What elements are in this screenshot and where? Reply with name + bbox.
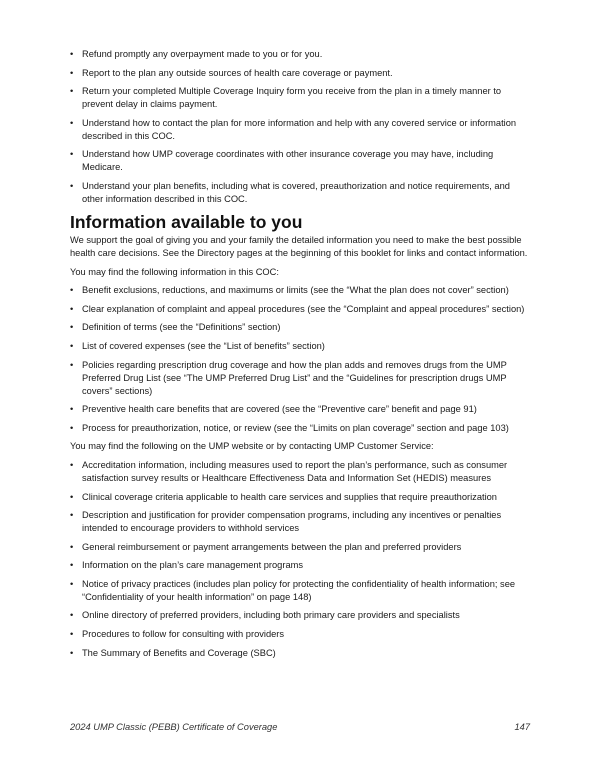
list-item: • Understand how UMP coverage coordinates with other insurance coverage you may have, including Medicare.: [70, 148, 532, 174]
list-item: • Preventive health care benefits that are covered (see the “Preventive care” benefit and page 91): [70, 403, 532, 416]
list-item: • Description and justification for provider compensation programs, including any incentives or penalties intended to encourage providers to withhold services: [70, 509, 532, 535]
coc-info-list: [70, 284, 532, 435]
section-heading: Information available to you: [70, 211, 303, 232]
coc-lead-paragraph: You may find the following information in this COC:: [70, 266, 279, 277]
website-info-list: [70, 459, 532, 660]
section-intro: We support the goal of giving you and your family the detailed information you need to make the best possible health care decisions. See the Directory pages at the beginning of this booklet for links and contact information.: [70, 234, 528, 258]
list-item: • Procedures to follow for consulting with providers: [70, 628, 532, 641]
list-item: • Notice of privacy practices (includes plan policy for protecting the confidentiality of health information; see “Confidentiality of your health information” on page 148): [70, 578, 532, 604]
list-item: • Report to the plan any outside sources of health care coverage or payment.: [70, 67, 532, 80]
list-item: • Information on the plan’s care management programs: [70, 559, 532, 572]
page-footer: [70, 722, 530, 732]
page-number: 147: [514, 722, 530, 732]
website-lead-paragraph: You may find the following on the UMP website or by contacting UMP Customer Service:: [70, 441, 434, 452]
list-item: • Process for preauthorization, notice, or review (see the “Limits on plan coverage” section and page 103): [70, 422, 532, 435]
list-item: • Understand your plan benefits, including what is covered, preauthorization and notice requirements, and other information described in this COC.: [70, 180, 532, 206]
list-item: • Benefit exclusions, reductions, and maximums or limits (see the “What the plan does not cover” section): [70, 284, 532, 297]
list-item: • The Summary of Benefits and Coverage (SBC): [70, 647, 532, 660]
list-item: • Refund promptly any overpayment made to you or for you.: [70, 48, 532, 61]
list-item: • Return your completed Multiple Coverage Inquiry form you receive from the plan in a timely manner to prevent delay in claims payment.: [70, 85, 532, 111]
list-item: • Understand how to contact the plan for more information and help with any covered service or information described in this COC.: [70, 117, 532, 143]
responsibilities-list: [70, 48, 532, 206]
footer-title: 2024 UMP Classic (PEBB) Certificate of Coverage: [70, 722, 278, 732]
list-item: • Clear explanation of complaint and appeal procedures (see the “Complaint and appeal procedures” section): [70, 303, 532, 316]
list-item: • List of covered expenses (see the “List of benefits” section): [70, 340, 532, 353]
document-page: [70, 48, 532, 665]
list-item: • Online directory of preferred providers, including both primary care providers and specialists: [70, 609, 532, 622]
list-item: • Policies regarding prescription drug coverage and how the plan adds and removes drugs from the UMP Preferred Drug List (see “The UMP Preferred Drug List” and the “Guidelines for prescription drugs UMP covers” sections): [70, 359, 532, 398]
list-item: • Definition of terms (see the “Definitions” section): [70, 321, 532, 334]
list-item: • General reimbursement or payment arrangements between the plan and preferred providers: [70, 541, 532, 554]
list-item: • Accreditation information, including measures used to report the plan’s performance, such as consumer satisfaction survey results or Healthcare Effectiveness Data and Information Set (HEDIS) measures: [70, 459, 532, 485]
list-item: • Clinical coverage criteria applicable to health care services and supplies that require preauthorization: [70, 491, 532, 504]
